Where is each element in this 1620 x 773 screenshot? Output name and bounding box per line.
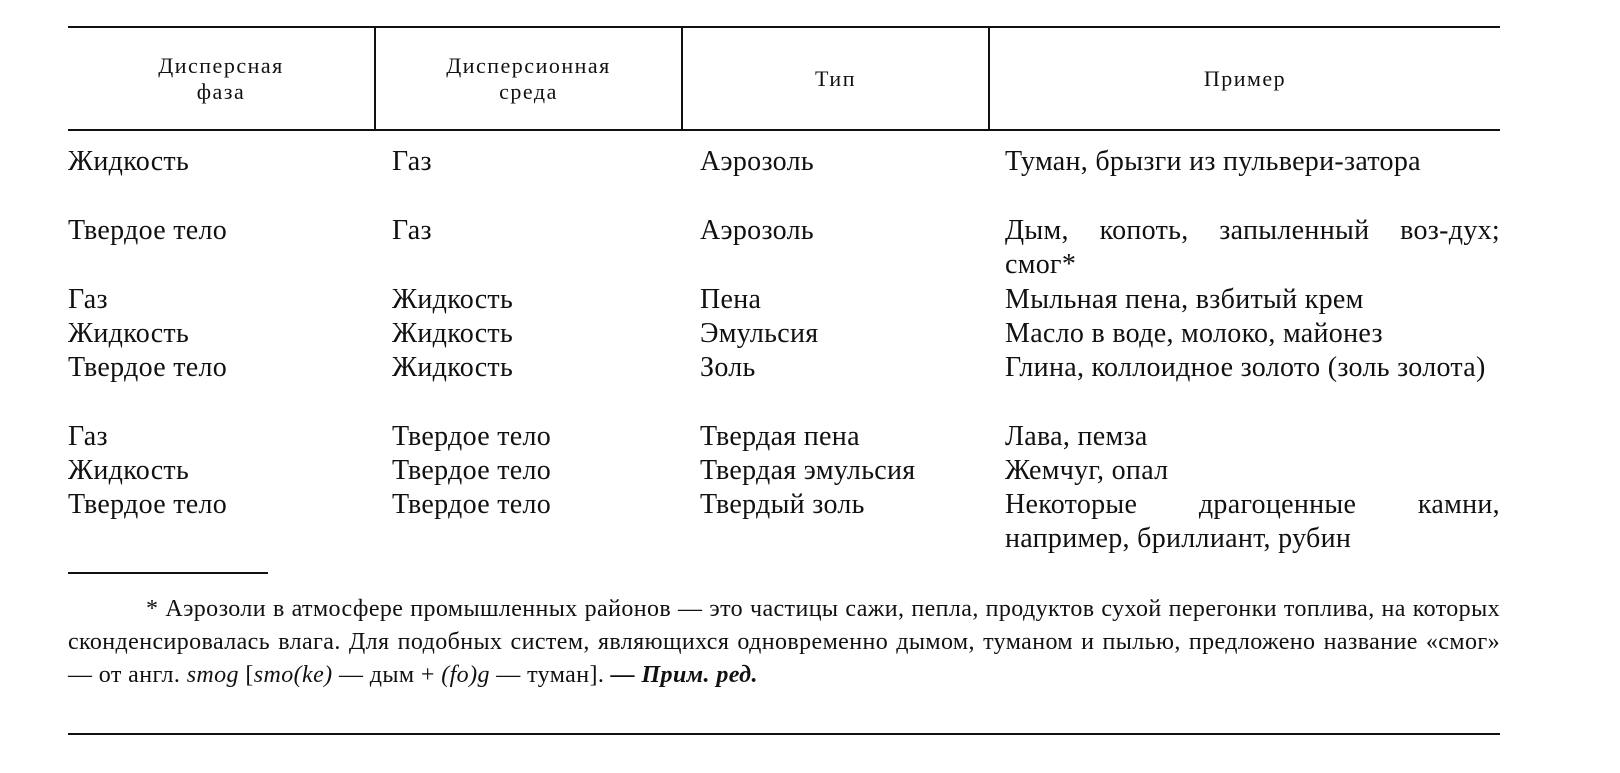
page-bottom-rule [68,733,1500,735]
cell-medium: Газ [392,146,432,177]
cell-example: Масло в воде, молоко, майонез [1005,318,1383,349]
cell-type: Твердая пена [700,421,860,452]
cell-phase: Газ [68,421,108,452]
header-divider-3 [988,28,990,130]
cell-type: Аэрозоль [700,215,814,246]
cell-type: Твердый золь [700,489,865,520]
header-example: Пример [1203,66,1287,91]
cell-medium: Жидкость [392,318,514,349]
header-type: Тип [815,66,856,91]
footnote-text: * Аэрозоли в атмосфере промышленных районов — это частицы сажи, пепла, продуктов сухой перегонки топлива, на которых сконденсировалась влага. Для подобных систем, являющихся одновременно дымом, туманом и пылью, предложено название «смог» — от англ. [68,596,1500,688]
footnote-etym-fo: (fo) [441,662,478,688]
cell-medium: Газ [392,215,432,246]
footnote [68,593,1500,692]
cell-type: Аэрозоль [700,146,814,177]
cell-example: Мыльная пена, взбитый крем [1005,284,1364,315]
cell-medium: Твердое тело [392,455,552,486]
footnote-etym-dash: — дым + [338,662,435,688]
cell-type: Эмульсия [700,318,819,349]
cell-example: Лава, пемза [1005,421,1148,452]
cell-phase: Твердое тело [68,489,228,520]
footnote-word-smog: smog [186,662,239,688]
header-divider-2 [681,28,683,130]
cell-phase: Жидкость [68,455,190,486]
footnote-separator [68,572,268,574]
cell-phase: Твердое тело [68,215,228,246]
footnote-open-bracket: [ [245,662,254,688]
footnote-editor-note: — Прим. ред. [610,662,758,688]
footnote-etym-g: g [477,662,490,688]
cell-example: Жемчуг, опал [1005,455,1169,486]
cell-type: Золь [700,352,756,383]
cell-example: Дым, копоть, запыленный воз-дух; смог* [1005,215,1500,280]
footnote-etym-smo: smo [253,662,294,688]
cell-type: Пена [700,284,762,315]
cell-medium: Жидкость [392,352,514,383]
cell-phase: Жидкость [68,318,190,349]
cell-phase: Газ [68,284,108,315]
cell-example: Глина, коллоидное золото (золь золота) [1005,352,1486,383]
cell-example: Туман, брызги из пульвери-затора [1005,146,1421,177]
cell-example: Некоторые драгоценные камни, например, бриллиант, рубин [1005,489,1500,554]
header-divider-1 [374,28,376,130]
cell-medium: Твердое тело [392,421,552,452]
cell-phase: Жидкость [68,146,190,177]
footnote-etym-ke: (ke) [293,662,333,688]
footnote-etym-tail: — туман]. [496,662,605,688]
header-dispersion-medium: Дисперсионная среда [446,53,611,104]
header-bottom-rule [68,129,1500,131]
cell-type: Твердая эмульсия [700,455,916,486]
cell-phase: Твердое тело [68,352,228,383]
cell-medium: Жидкость [392,284,514,315]
cell-medium: Твердое тело [392,489,552,520]
header-dispersed-phase: Дисперсная фаза [158,53,284,104]
